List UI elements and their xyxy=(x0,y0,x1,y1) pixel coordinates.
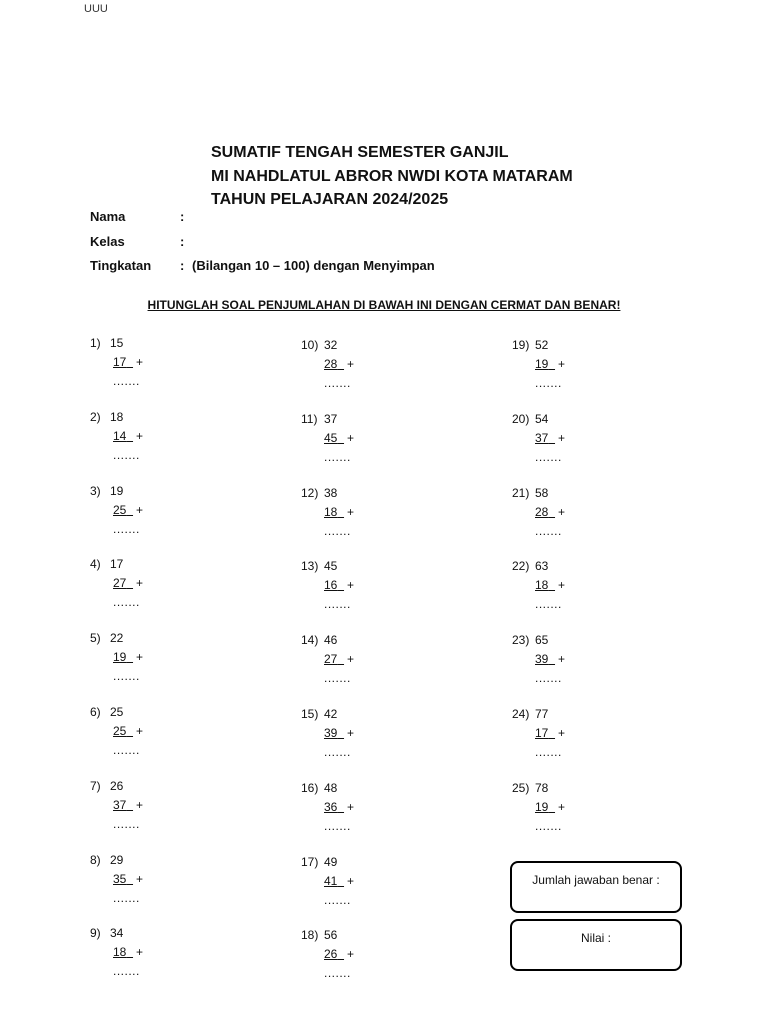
corner-mark: UUU xyxy=(84,3,108,15)
problem-bottom-operand: 14 xyxy=(113,428,127,443)
plus-sign: + xyxy=(136,650,144,665)
problem-number: 3) xyxy=(90,483,101,498)
plus-sign: + xyxy=(558,652,566,667)
problem-number: 15) xyxy=(301,707,319,721)
problem-top-operand: 63 xyxy=(535,559,549,574)
plus-sign: + xyxy=(347,430,355,445)
plus-sign: + xyxy=(347,504,355,519)
problem-bottom-operand: 37 xyxy=(535,430,549,445)
problem-bottom-operand: 35 xyxy=(113,871,127,886)
problem-bottom-row xyxy=(535,724,565,743)
problem-number: 11) xyxy=(301,411,318,426)
problem-bottom-row xyxy=(113,353,143,372)
nama-label: Nama xyxy=(90,209,126,224)
instruction-text: HITUNGLAH SOAL PENJUMLAHAN DI BAWAH INI DENGAN CERMAT DAN BENAR! xyxy=(147,298,621,312)
problem-bottom-operand: 17 xyxy=(113,355,127,369)
nama-colon: : xyxy=(180,209,185,224)
problem-number: 12) xyxy=(301,485,319,500)
problem-number: 8) xyxy=(90,852,101,867)
problem-bottom-row xyxy=(324,724,354,743)
answer-blank[interactable]: ....... xyxy=(535,523,562,538)
problem-bottom-operand: 19 xyxy=(535,357,549,371)
problem-number: 9) xyxy=(90,926,101,941)
score-label: Nilai : xyxy=(580,931,611,945)
problem-bottom-row xyxy=(113,943,143,962)
tingkatan-label: Tingkatan xyxy=(90,258,152,273)
problem-bottom-row xyxy=(324,429,354,448)
problem-bottom-row xyxy=(535,576,565,595)
problem-top-operand: 56 xyxy=(324,928,338,943)
tingkatan-value: (Bilangan 10 – 100) dengan Menyimpan xyxy=(192,258,435,273)
plus-sign: + xyxy=(136,428,144,443)
problem-number: 14) xyxy=(301,633,319,648)
problem-bottom-operand: 28 xyxy=(535,504,549,519)
plus-sign: + xyxy=(347,357,355,371)
correct-answers-box xyxy=(510,861,682,913)
score-box xyxy=(510,919,682,971)
problem-top-operand: 45 xyxy=(324,559,338,574)
plus-sign: + xyxy=(136,797,144,812)
problem-bottom-operand: 26 xyxy=(324,947,338,962)
answer-blank[interactable]: ....... xyxy=(324,597,351,612)
tingkatan-colon: : xyxy=(180,258,185,273)
problem-top-operand: 49 xyxy=(324,854,338,869)
problem-number: 16) xyxy=(301,780,319,795)
problem-bottom-row xyxy=(324,945,354,964)
problem-top-operand: 37 xyxy=(324,411,338,426)
problem-bottom-row xyxy=(113,796,143,815)
problem-bottom-operand: 39 xyxy=(535,652,549,667)
problem-bottom-row xyxy=(324,872,354,891)
problem-top-operand: 25 xyxy=(110,705,124,719)
answer-blank[interactable]: ....... xyxy=(535,376,562,390)
problem-top-operand: 19 xyxy=(110,483,124,498)
answer-blank[interactable]: ....... xyxy=(113,816,140,831)
answer-blank[interactable]: ....... xyxy=(324,671,351,686)
problem-number: 24) xyxy=(512,707,530,721)
problem-top-operand: 17 xyxy=(110,557,124,572)
problem-bottom-row xyxy=(113,870,143,889)
problem-number: 22) xyxy=(512,559,530,574)
answer-blank[interactable]: ....... xyxy=(535,449,562,464)
problem-number: 13) xyxy=(301,559,319,574)
problem-bottom-row xyxy=(535,650,565,669)
problem-bottom-row xyxy=(113,427,143,446)
problem-number: 21) xyxy=(512,485,530,500)
plus-sign: + xyxy=(347,578,355,593)
problem-number: 18) xyxy=(301,928,319,943)
problem-bottom-operand: 19 xyxy=(535,799,549,814)
problem-bottom-operand: 36 xyxy=(324,799,338,814)
problem-bottom-row xyxy=(535,798,565,817)
plus-sign: + xyxy=(136,355,144,369)
problem-bottom-operand: 18 xyxy=(535,578,549,593)
problem-bottom-row xyxy=(113,574,143,593)
problem-top-operand: 29 xyxy=(110,852,124,867)
problem-top-operand: 15 xyxy=(110,336,124,350)
problem-bottom-operand: 17 xyxy=(535,726,549,740)
problem-bottom-row xyxy=(324,355,354,374)
answer-blank[interactable]: ....... xyxy=(113,890,140,905)
plus-sign: + xyxy=(347,947,355,962)
problem-bottom-operand: 41 xyxy=(324,873,338,888)
correct-answers-label: Jumlah jawaban benar : xyxy=(532,873,660,887)
problem-number: 1) xyxy=(90,336,101,350)
problem-bottom-row xyxy=(324,503,354,522)
answer-blank[interactable]: ....... xyxy=(113,669,140,684)
problem-top-operand: 58 xyxy=(535,485,549,500)
problem-bottom-row xyxy=(324,650,354,669)
plus-sign: + xyxy=(558,799,566,814)
plus-sign: + xyxy=(347,726,355,740)
problem-bottom-row xyxy=(535,355,565,374)
answer-blank[interactable]: ....... xyxy=(113,374,140,388)
answer-blank[interactable]: ....... xyxy=(113,743,140,757)
problem-bottom-row xyxy=(535,429,565,448)
plus-sign: + xyxy=(347,873,355,888)
problem-number: 4) xyxy=(90,557,101,572)
problem-number: 20) xyxy=(512,411,530,426)
answer-blank[interactable]: ....... xyxy=(324,818,351,833)
answer-blank[interactable]: ....... xyxy=(113,595,140,610)
problem-top-operand: 38 xyxy=(324,485,338,500)
plus-sign: + xyxy=(558,357,566,371)
problem-top-operand: 46 xyxy=(324,633,338,648)
problem-top-operand: 78 xyxy=(535,780,549,795)
plus-sign: + xyxy=(136,502,144,517)
problem-bottom-operand: 25 xyxy=(113,724,127,738)
problem-bottom-operand: 45 xyxy=(324,430,338,445)
plus-sign: + xyxy=(558,578,566,593)
problem-bottom-operand: 18 xyxy=(113,945,127,960)
problem-bottom-row xyxy=(113,501,143,520)
problem-number: 23) xyxy=(512,633,530,648)
kelas-colon: : xyxy=(180,233,185,249)
answer-blank[interactable]: ....... xyxy=(113,521,140,536)
problem-bottom-operand: 27 xyxy=(113,576,127,591)
problem-top-operand: 18 xyxy=(110,409,124,424)
answer-blank[interactable]: ....... xyxy=(535,818,562,833)
problem-bottom-operand: 19 xyxy=(113,650,127,665)
problem-bottom-operand: 27 xyxy=(324,652,338,667)
header-title-line1: SUMATIF TENGAH SEMESTER GANJIL xyxy=(211,144,509,161)
problem-number: 6) xyxy=(90,705,101,719)
problem-bottom-row xyxy=(113,722,143,741)
answer-blank[interactable]: ....... xyxy=(324,449,351,464)
problem-top-operand: 54 xyxy=(535,411,549,426)
plus-sign: + xyxy=(136,576,144,591)
answer-blank[interactable]: ....... xyxy=(113,964,140,979)
header-school-line2: MI NAHDLATUL ABROR NWDI KOTA MATARAM xyxy=(211,167,573,185)
problem-bottom-operand: 25 xyxy=(113,502,127,517)
plus-sign: + xyxy=(136,871,144,886)
problem-top-operand: 26 xyxy=(110,778,124,793)
answer-blank[interactable]: ....... xyxy=(535,597,562,612)
problem-top-operand: 52 xyxy=(535,338,549,352)
problem-top-operand: 34 xyxy=(110,926,124,941)
plus-sign: + xyxy=(558,726,566,740)
problem-bottom-operand: 39 xyxy=(324,726,338,740)
problem-number: 25) xyxy=(512,780,530,795)
answer-blank[interactable]: ....... xyxy=(324,966,351,981)
problem-bottom-row xyxy=(324,798,354,817)
plus-sign: + xyxy=(136,945,144,960)
answer-blank[interactable]: ....... xyxy=(535,745,562,759)
problem-bottom-operand: 16 xyxy=(324,578,338,593)
plus-sign: + xyxy=(136,724,144,738)
answer-blank[interactable]: ....... xyxy=(324,892,351,907)
plus-sign: + xyxy=(347,652,355,667)
answer-blank[interactable]: ....... xyxy=(324,523,351,538)
problem-number: 7) xyxy=(90,778,101,793)
problem-bottom-row xyxy=(324,576,354,595)
answer-blank[interactable]: ....... xyxy=(324,376,351,390)
plus-sign: + xyxy=(558,504,566,519)
plus-sign: + xyxy=(558,430,566,445)
problem-number: 2) xyxy=(90,409,101,424)
problem-bottom-operand: 28 xyxy=(324,357,338,371)
document-header xyxy=(211,141,573,212)
answer-blank[interactable]: ....... xyxy=(113,447,140,462)
kelas-label: Kelas xyxy=(90,233,125,249)
problem-number: 5) xyxy=(90,631,101,646)
problem-bottom-row xyxy=(535,503,565,522)
plus-sign: + xyxy=(347,799,355,814)
problem-top-operand: 65 xyxy=(535,633,549,648)
problem-number: 10) xyxy=(301,338,319,352)
problem-top-operand: 48 xyxy=(324,780,338,795)
answer-blank[interactable]: ....... xyxy=(324,745,351,759)
problem-number: 19) xyxy=(512,338,530,352)
problem-top-operand: 77 xyxy=(535,707,549,721)
problem-bottom-row xyxy=(113,648,143,667)
problem-top-operand: 32 xyxy=(324,338,338,352)
header-year-line3: TAHUN PELAJARAN 2024/2025 xyxy=(211,191,449,208)
problem-bottom-operand: 18 xyxy=(324,504,338,519)
answer-blank[interactable]: ....... xyxy=(535,671,562,686)
problem-bottom-operand: 37 xyxy=(113,797,127,812)
problem-top-operand: 22 xyxy=(110,631,124,646)
problem-top-operand: 42 xyxy=(324,707,338,721)
problem-number: 17) xyxy=(301,854,319,869)
